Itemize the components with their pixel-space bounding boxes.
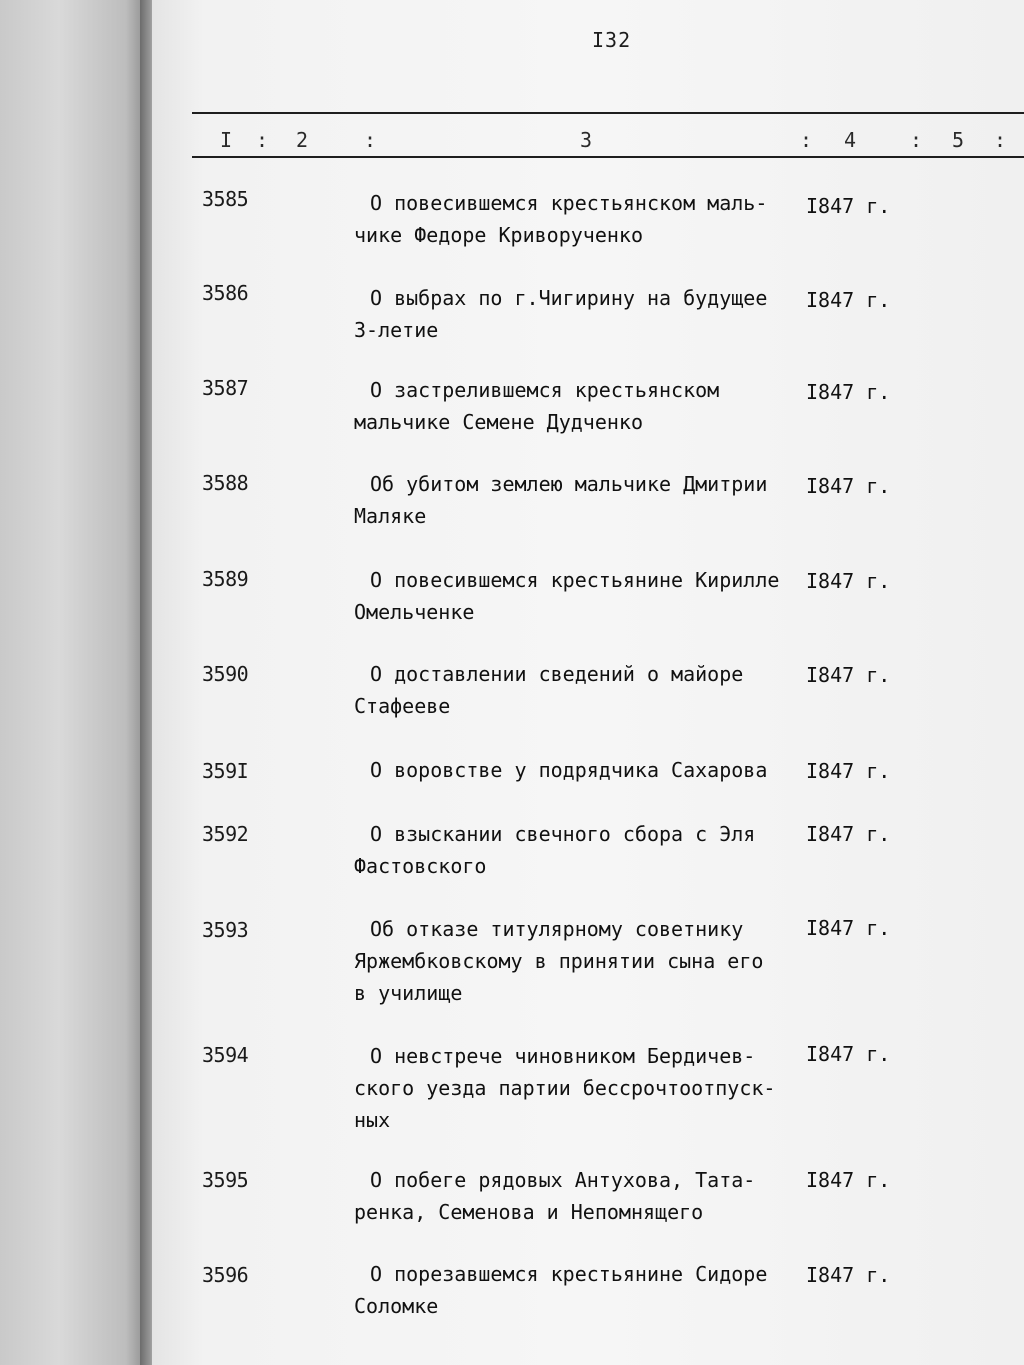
entry-year: I847 г. [806, 380, 891, 404]
entry-title: О повесившемся крестьянине Кирилле Омельченке [354, 568, 780, 624]
entry-title: О доставлении сведений о майоре Стафееве [354, 662, 744, 718]
entry-title: О невстрече чиновником Бердичев- ского уезда партии бессрочтоотпуск- ных [354, 1044, 776, 1132]
column-header-3: 3 [580, 128, 593, 152]
entry-title: О побеге рядовых Антухова, Тата- ренка, Семенова и Непомнящего [354, 1168, 756, 1224]
column-separator: : [910, 128, 923, 152]
document-page [152, 0, 1024, 1365]
column-header-5: 5 [952, 128, 965, 152]
column-separator: : [800, 128, 813, 152]
entry-year: I847 г. [806, 822, 891, 846]
entry-title: Об отказе титулярному советнику Яржембковскому в принятии сына его в училище [354, 917, 764, 1005]
entry-number: 3596 [202, 1263, 249, 1287]
entry-year: I847 г. [806, 1168, 891, 1192]
entry-year: I847 г. [806, 569, 891, 593]
entry-number: 3595 [202, 1168, 249, 1192]
entry-title: О воровстве у подрядчика Сахарова [370, 758, 768, 782]
column-header-4: 4 [844, 128, 857, 152]
entry-year: I847 г. [806, 1042, 891, 1066]
entry-title: Об убитом землею мальчике Дмитрии Маляке [354, 472, 768, 528]
column-separator: : [256, 128, 269, 152]
entry-number: 3589 [202, 567, 249, 591]
entry-number: 3590 [202, 662, 249, 686]
entry-year: I847 г. [806, 663, 891, 687]
entry-year: I847 г. [806, 194, 891, 218]
entry-number: 3592 [202, 822, 249, 846]
column-header-1: I [220, 128, 233, 152]
header-rule-bottom [192, 156, 1024, 158]
entry-title: О взыскании свечного сбора с Эля Фастовского [354, 822, 756, 878]
entry-year: I847 г. [806, 288, 891, 312]
column-separator: : [364, 128, 377, 152]
entry-title: О выбрах по г.Чигирину на будущее З-летие [354, 286, 768, 342]
entry-number: 3586 [202, 281, 249, 305]
entry-number: 3593 [202, 918, 249, 942]
entry-year: I847 г. [806, 474, 891, 498]
entry-number: 3588 [202, 471, 249, 495]
column-header-2: 2 [296, 128, 309, 152]
facing-page [0, 0, 148, 1365]
column-separator: : [994, 128, 1007, 152]
entry-year: I847 г. [806, 759, 891, 783]
entry-year: I847 г. [806, 916, 891, 940]
entry-number: 3594 [202, 1043, 249, 1067]
header-rule-top [192, 112, 1024, 114]
entry-number: 359I [202, 759, 249, 783]
page-number: I32 [592, 28, 632, 52]
entry-year: I847 г. [806, 1263, 891, 1287]
entry-title: О порезавшемся крестьянине Сидоре Соломке [354, 1262, 768, 1318]
entry-number: 3587 [202, 376, 249, 400]
entry-title: О повесившемся крестьянском маль- чике Федоре Криворученко [354, 191, 768, 247]
entry-number: 3585 [202, 187, 249, 211]
entry-title: О застрелившемся крестьянском мальчике Семене Дудченко [354, 378, 720, 434]
